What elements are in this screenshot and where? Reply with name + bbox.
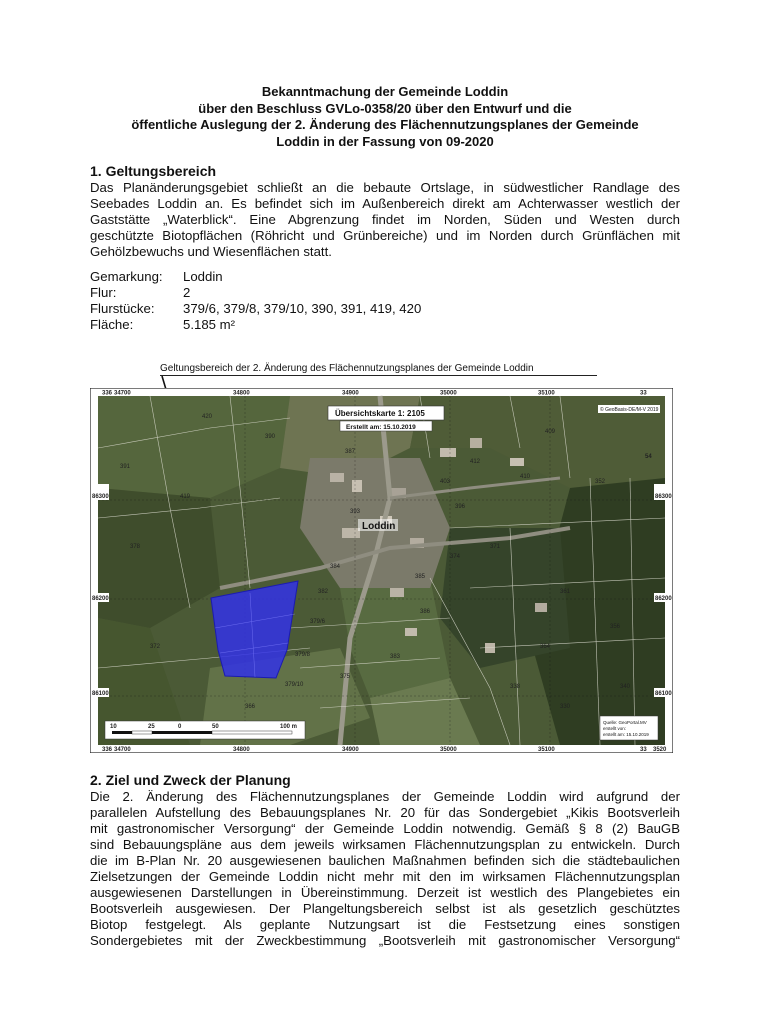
paragraph-line: Die 2. Änderung des Flächennutzungsplanes der Gemeinde Loddin wird aufgrund der (90, 789, 680, 804)
x-coord-label: 34700 (114, 747, 131, 753)
x-coord-label: 34700 (114, 390, 131, 397)
x-coord-label: 35100 (538, 390, 555, 397)
aerial-overview-map (90, 388, 673, 753)
lot-label: 409 (545, 429, 556, 435)
lot-label: 378 (130, 544, 141, 550)
lot-label: 387 (345, 449, 356, 455)
scale-label: 50 (212, 724, 219, 730)
paragraph-line: mit gastronomischer Versorgung“ der Gemeinde Loddin notwendig. Gemäß § 8 (2) BauGB (90, 821, 680, 836)
lot-label: 385 (415, 574, 426, 580)
paragraph-line: Das Planänderungsgebiet schließt an die bebaute Ortslage, in südwestlicher Randlage des (90, 180, 680, 195)
lot-label: 403 (440, 479, 451, 485)
lot-label: 340 (620, 684, 631, 690)
section1-heading: 1. Geltungsbereich (90, 163, 217, 179)
lot-label: 384 (330, 564, 341, 570)
fact-label: Flur: (90, 285, 117, 300)
lot-label: 390 (265, 434, 276, 440)
title-line: Bekanntmachung der Gemeinde Loddin (261, 84, 509, 99)
paragraph-line: Sondergebietes mit der Zweckbestimmung „Bootsverleih mit gastronomischer Versorgung“ (90, 933, 680, 948)
fact-value: 379/6, 379/8, 379/10, 390, 391, 419, 420 (183, 301, 422, 316)
fact-value: 5.185 m² (183, 317, 236, 332)
lot-label: 393 (350, 509, 361, 515)
map-card-created: Erstellt am: 15.10.2019 (346, 424, 416, 431)
fact-value: 2 (183, 285, 191, 300)
paragraph-line: Gehölzbewuchs und Wiesenflächen statt. (90, 244, 332, 259)
lot-label: 379/8 (295, 652, 311, 658)
lot-label: 372 (150, 644, 161, 650)
corner-label: 54 (645, 454, 652, 460)
x-coord-label: 34900 (342, 747, 359, 753)
paragraph-line: parallelen Aufstellung des Bebauungsplanes Nr. 20 für das Sondergebiet „Kikis Bootsverleih (90, 805, 680, 820)
corner-label: 336 (102, 747, 113, 753)
map-source-line: erstellt von: (603, 726, 627, 731)
lot-label: 352 (595, 479, 606, 485)
section2-heading: 2. Ziel und Zweck der Planung (90, 772, 291, 788)
fact-label: Flurstücke: (90, 301, 155, 316)
lot-label: 379/10 (285, 682, 304, 688)
lot-label: 364 (540, 644, 551, 650)
paragraph-line: Gaststätte „Waterblick“. Eine Abgrenzung findet im Norden, Süden und Westen durch (90, 212, 680, 227)
paragraph-line: Biotop festgelegt. Als geplante Nutzungsart ist die Festsetzung eines sonstigen (90, 917, 680, 932)
lot-label: 338 (510, 684, 521, 690)
y-coord-label: 86100 (655, 691, 672, 697)
x-coord-label: 35000 (440, 747, 457, 753)
section2-paragraph (90, 789, 680, 949)
fact-label: Fläche: (90, 317, 134, 332)
paragraph-line: Seebades Loddin an. Es befindet sich im Außenbereich direkt am Achterwasser westlich der (90, 196, 680, 211)
lot-label: 410 (520, 474, 531, 480)
corner-label: 336 (102, 390, 113, 397)
map-source-line: Quelle: GeoPortal.MV (603, 720, 647, 725)
y-coord-label: 86300 (92, 494, 109, 500)
map-callout-label: Geltungsbereich der 2. Änderung des Flächennutzungsplanes der Gemeinde Loddin (160, 363, 534, 374)
y-coord-label: 86200 (655, 596, 672, 602)
lot-label: 412 (470, 459, 481, 465)
map-card-title: Übersichtskarte 1: 2105 (335, 409, 425, 418)
lot-label: 330 (560, 704, 571, 710)
x-coord-label: 35000 (440, 390, 457, 397)
place-name: Loddin (362, 521, 396, 532)
paragraph-line: sind Bebauungspläne aus dem jeweils wirksamen Flächennutzungsplan zu entwickeln. Durch (90, 837, 680, 852)
y-coord-label: 86200 (92, 596, 109, 602)
y-coord-label: 86300 (655, 494, 672, 500)
lot-label: 386 (420, 609, 431, 615)
lot-label: 356 (610, 624, 621, 630)
paragraph-line: die im B-Plan Nr. 20 ausgewiesenen baulichen Maßnahmen befinden sich die städtebaulichen (90, 853, 680, 868)
lot-label: 374 (450, 554, 461, 560)
map-copyright: © GeoBasis-DE/M-V 2019 (600, 407, 659, 413)
map-source-line: erstellt am: 15.10.2019 (603, 732, 649, 737)
scale-label: 25 (148, 724, 155, 730)
lot-label: 375 (340, 674, 351, 680)
paragraph-line: ausgewiesenen Darstellungen in Übereinstimmung. Derzeit ist westlich des Plangebietes ein (90, 885, 680, 900)
x-coord-label: 35100 (538, 747, 555, 753)
fact-label: Gemarkung: (90, 269, 163, 284)
title-line: über den Beschluss GVLo-0358/20 über den Entwurf und die (198, 100, 572, 116)
title-line: öffentliche Auslegung der 2. Änderung des Flächennutzungsplanes der Gemeinde (131, 117, 639, 132)
lot-label: 379/6 (310, 619, 326, 625)
x-coord-label: 3520 (653, 747, 667, 753)
paragraph-line: Zielsetzungen der Gemeinde Loddin nicht mehr mit den im wirksamen Flächennutzungsplan (90, 869, 680, 884)
lot-label: 383 (390, 654, 401, 660)
fact-value: Loddin (183, 269, 223, 284)
paragraph-line: Bootsverleih ausgewiesen. Der Plangeltungsbereich selbst ist als gesetzlich geschütztes (90, 901, 680, 916)
lot-label: 420 (202, 414, 213, 420)
lot-label: 391 (120, 464, 131, 470)
corner-label: 33 (640, 390, 647, 397)
corner-label: 33 (640, 747, 647, 753)
x-coord-label: 34800 (233, 747, 250, 753)
paragraph-line: geschützte Biotopflächen (Röhricht und Grünbereiche) und im Norden durch Grünflächen mit (90, 228, 680, 243)
scale-label: 0 (178, 724, 182, 730)
title-line: Loddin in der Fassung von 09-2020 (276, 133, 494, 149)
lot-label: 361 (560, 589, 571, 595)
y-coord-label: 86100 (92, 691, 109, 697)
lot-label: 419 (180, 494, 191, 500)
map-svg (90, 388, 673, 753)
x-coord-label: 34800 (233, 390, 250, 397)
lot-label: 366 (245, 704, 256, 710)
lot-label: 371 (490, 544, 501, 550)
scale-bar-box (105, 721, 305, 739)
lot-label: 382 (318, 589, 329, 595)
scale-label: 10 (110, 724, 117, 730)
x-coord-label: 34900 (342, 390, 359, 397)
scale-label: 100 m (280, 724, 298, 730)
lot-label: 396 (455, 504, 466, 510)
